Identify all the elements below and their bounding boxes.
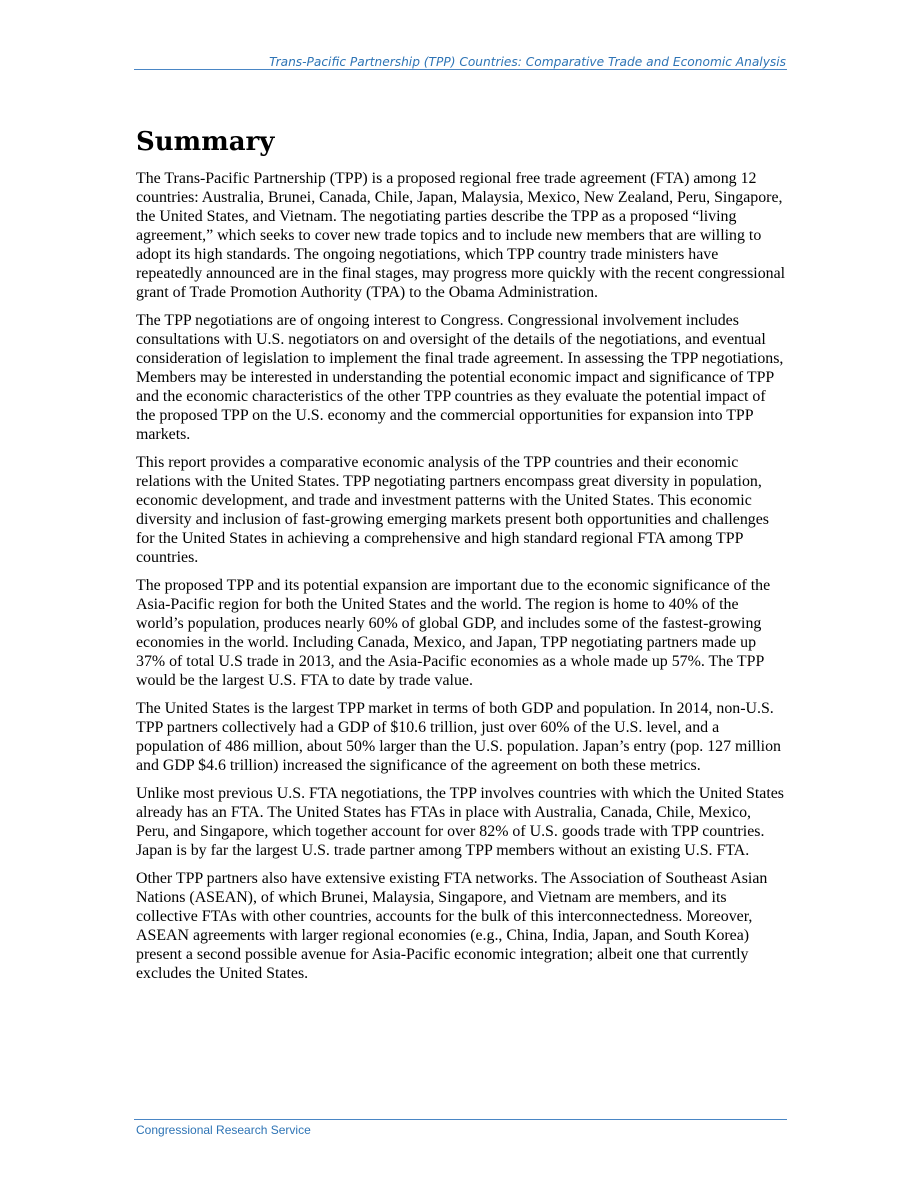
summary-paragraph-6: Unlike most previous U.S. FTA negotiations, the TPP involves countries with which the United States already has an FTA. The United States has FTAs in place with Australia, Canada, Chile, Mexico, Peru, and Singapore, which together account for over 82% of U.S. goods trade with TPP countries. Japan is by far the largest U.S. trade partner among TPP members without an existing U.S. FTA. — [136, 785, 784, 859]
section-heading: Summary — [136, 127, 275, 157]
summary-paragraph-4: The proposed TPP and its potential expansion are important due to the economic significance of the Asia-Pacific region for both the United States and the world. The region is home to 40% of the world’s population, produces nearly 60% of global GDP, and includes some of the fastest-growing economies in the world. Including Canada, Mexico, and Japan, TPP negotiating partners made up 37% of total U.S trade in 2013, and the Asia-Pacific economies as a whole made up 57%. The TPP would be the largest U.S. FTA to date by trade value. — [136, 577, 771, 689]
footer-organization: Congressional Research Service — [136, 1123, 311, 1137]
summary-paragraph-5: The United States is the largest TPP market in terms of both GDP and population. In 2014, non-U.S. TPP partners collectively had a GDP of $10.6 trillion, just over 60% of the U.S. level, and a population of 486 million, about 50% larger than the U.S. population. Japan’s entry (pop. 127 million and GDP $4.6 trillion) increased the significance of the agreement on both these metrics. — [136, 700, 781, 774]
running-header-title: Trans-Pacific Partnership (TPP) Countries: Comparative Trade and Economic Analysis — [269, 55, 786, 69]
summary-paragraph-3: This report provides a comparative economic analysis of the TPP countries and their economic relations with the United States. TPP negotiating partners encompass great diversity in population, economic development, and trade and investment patterns with the United States. This economic diversity and inclusion of fast-growing emerging markets present both opportunities and challenges for the United States in achieving a comprehensive and high standard regional FTA among TPP countries. — [136, 454, 769, 566]
summary-section — [136, 122, 786, 992]
header-rule — [134, 69, 787, 70]
summary-paragraph-2: The TPP negotiations are of ongoing interest to Congress. Congressional involvement includes consultations with U.S. negotiators on and oversight of the details of the negotiations, and eventual consideration of legislation to implement the final trade agreement. In assessing the TPP negotiations, Members may be interested in understanding the potential economic impact and significance of TPP and the economic characteristics of the other TPP countries as they evaluate the potential impact of the proposed TPP on the U.S. economy and the commercial opportunities for expansion into TPP markets. — [136, 312, 784, 443]
footer-rule — [134, 1119, 787, 1120]
summary-paragraph-7: Other TPP partners also have extensive existing FTA networks. The Association of Southeast Asian Nations (ASEAN), of which Brunei, Malaysia, Singapore, and Vietnam are members, and its collective FTAs with other countries, accounts for the bulk of this interconnectedness. Moreover, ASEAN agreements with larger regional economies (e.g., China, India, Japan, and South Korea) present a second possible avenue for Asia-Pacific economic integration; albeit one that currently excludes the United States. — [136, 870, 768, 982]
summary-paragraph-1: The Trans-Pacific Partnership (TPP) is a proposed regional free trade agreement (FTA) among 12 countries: Australia, Brunei, Canada, Chile, Japan, Malaysia, Mexico, New Zealand, Peru, Singapore, the United States, and Vietnam. The negotiating parties describe the TPP as a proposed “living agreement,” which seeks to cover new trade topics and to include new members that are willing to adopt its high standards. The ongoing negotiations, which TPP country trade ministers have repeatedly announced are in the final stages, may progress more quickly with the recent congressional grant of Trade Promotion Authority (TPA) to the Obama Administration. — [136, 170, 786, 301]
